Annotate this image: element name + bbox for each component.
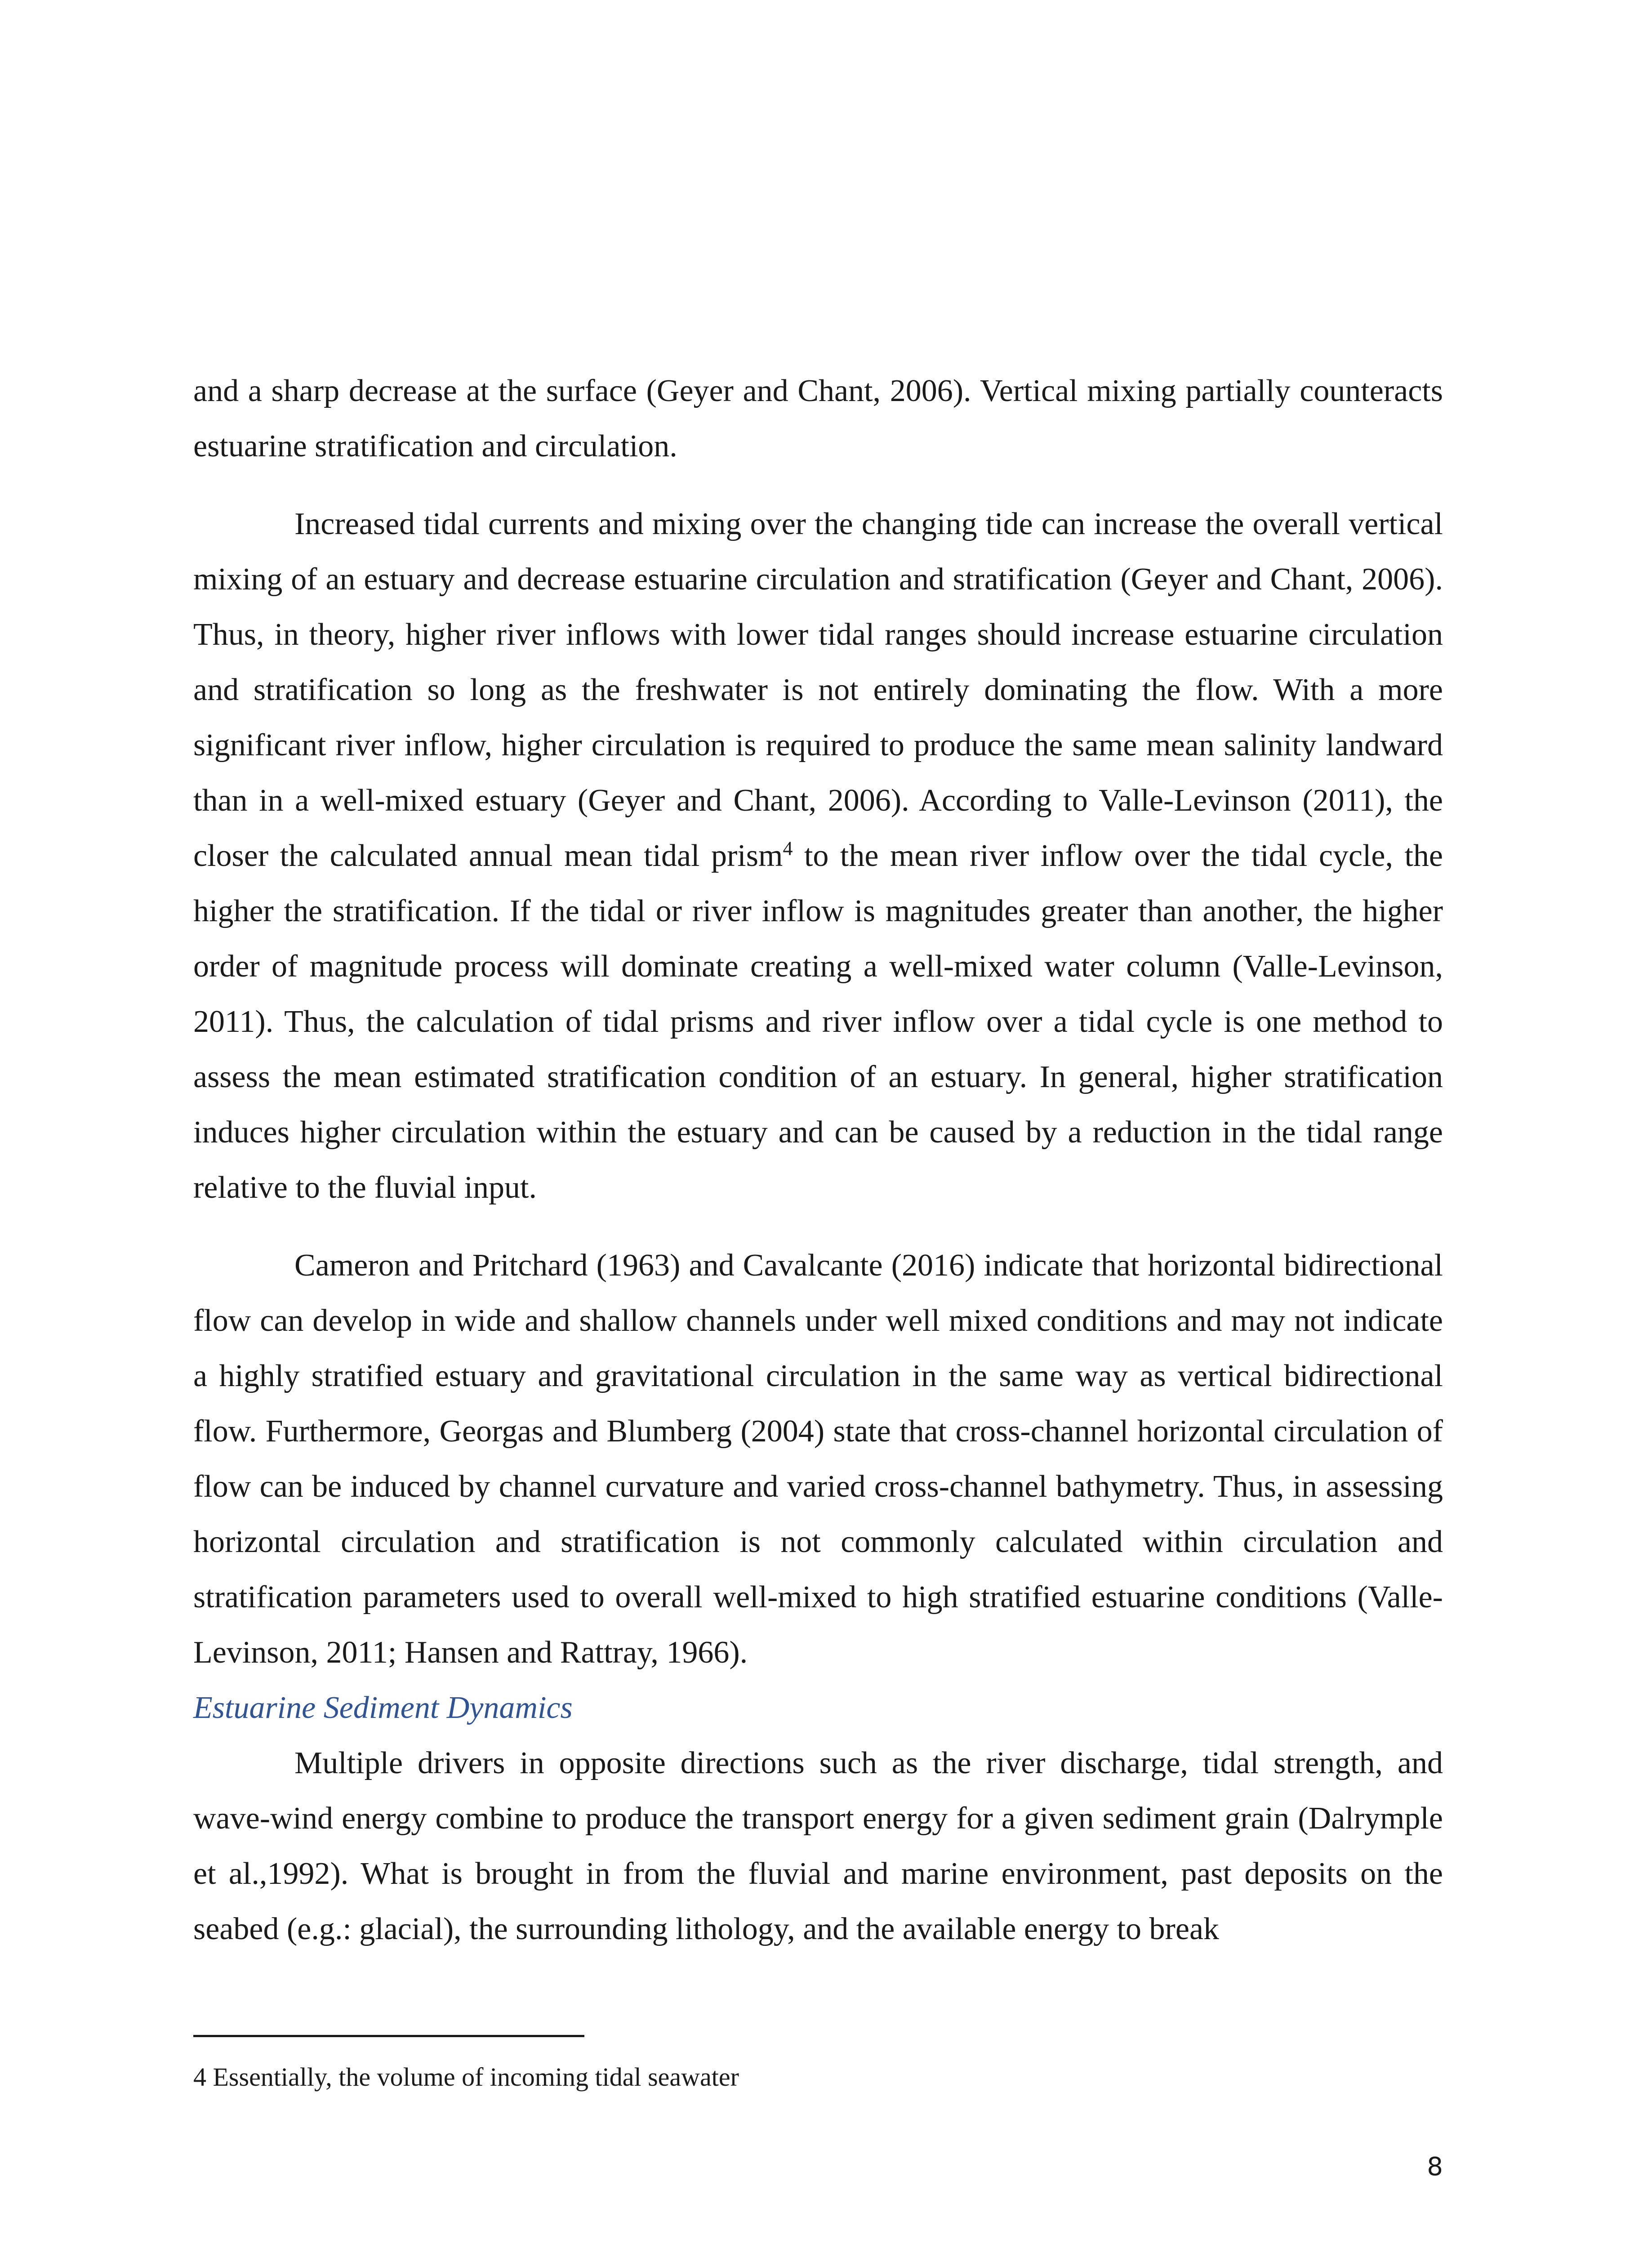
- paragraph-sediment-dynamics: [193, 1735, 1443, 1957]
- paragraph-text: and a sharp decrease at the surface (Geyer and Chant, 2006). Vertical mixing partially counteracts estuarine stratification and circulation.: [193, 374, 1443, 464]
- paragraph-continuation: [193, 363, 1443, 474]
- footnote: [193, 2059, 1443, 2095]
- paragraph-horizontal-flow: [193, 1238, 1443, 1680]
- paragraph-text: Multiple drivers in opposite directions such as the river discharge, tidal strength, and wave-wind energy combine to produce the transport energy for a given sediment grain (Dalrymple et al.,1992). What is brought in from the fluvial and marine environment, past deposits on the seabed (e.g.: glacial), the surrounding lithology, and the available energy to break: [193, 1746, 1443, 1946]
- paragraph-text: Cameron and Pritchard (1963) and Cavalcante (2016) indicate that horizontal bidirectional flow can develop in wide and shallow channels under well mixed conditions and may not indicate a highly stratified estuary and gravitational circulation in the same way as vertical bidirectional flow. Furthermore, Georgas and Blumberg (2004) state that cross-channel horizontal circulation of flow can be induced by channel curvature and varied cross-channel bathymetry. Thus, in assessing horizontal circulation and stratification is not commonly calculated within circulation and stratification parameters used to overall well-mixed to high stratified estuarine conditions (Valle-Levinson, 2011; Hansen and Rattray, 1966).: [193, 1248, 1443, 1670]
- paragraph-text: Increased tidal currents and mixing over the changing tide can increase the overall vertical mixing of an estuary and decrease estuarine circulation and stratification (Geyer and Chant, 2006). Thus, in theory, higher river inflows with lower tidal ranges should increase estuarine circulation and stratification so long as the freshwater is not entirely dominating the flow. With a more significant river inflow, higher circulation is required to produce the same mean salinity landward than in a well-mixed estuary (Geyer and Chant, 2006). According to Valle-Levinson (2011), the closer the calculated annual mean tidal prism: [193, 507, 1443, 873]
- footnote-separator: [193, 2035, 584, 2037]
- paragraph-text: to the mean river inflow over the tidal cycle, the higher the stratification. If the tidal or river inflow is magnitudes greater than another, the higher order of magnitude process will dominate creating a well-mixed water column (Valle-Levinson, 2011). Thus, the calculation of tidal prisms and river inflow over a tidal cycle is one method to assess the mean estimated stratification condition of an estuary. In general, higher stratification induces higher circulation within the estuary and can be caused by a reduction in the tidal range relative to the fluvial input.: [193, 839, 1443, 1205]
- section-heading: Estuarine Sediment Dynamics: [193, 1690, 573, 1725]
- footnote-reference: 4: [783, 837, 793, 860]
- footnote-text: Essentially, the volume of incoming tidal seawater: [213, 2062, 739, 2092]
- paragraph-tidal-mixing: [193, 496, 1443, 1215]
- footnote-number: 4: [193, 2062, 206, 2092]
- page-number: 8: [1427, 2152, 1443, 2181]
- body-text: [193, 363, 1443, 1957]
